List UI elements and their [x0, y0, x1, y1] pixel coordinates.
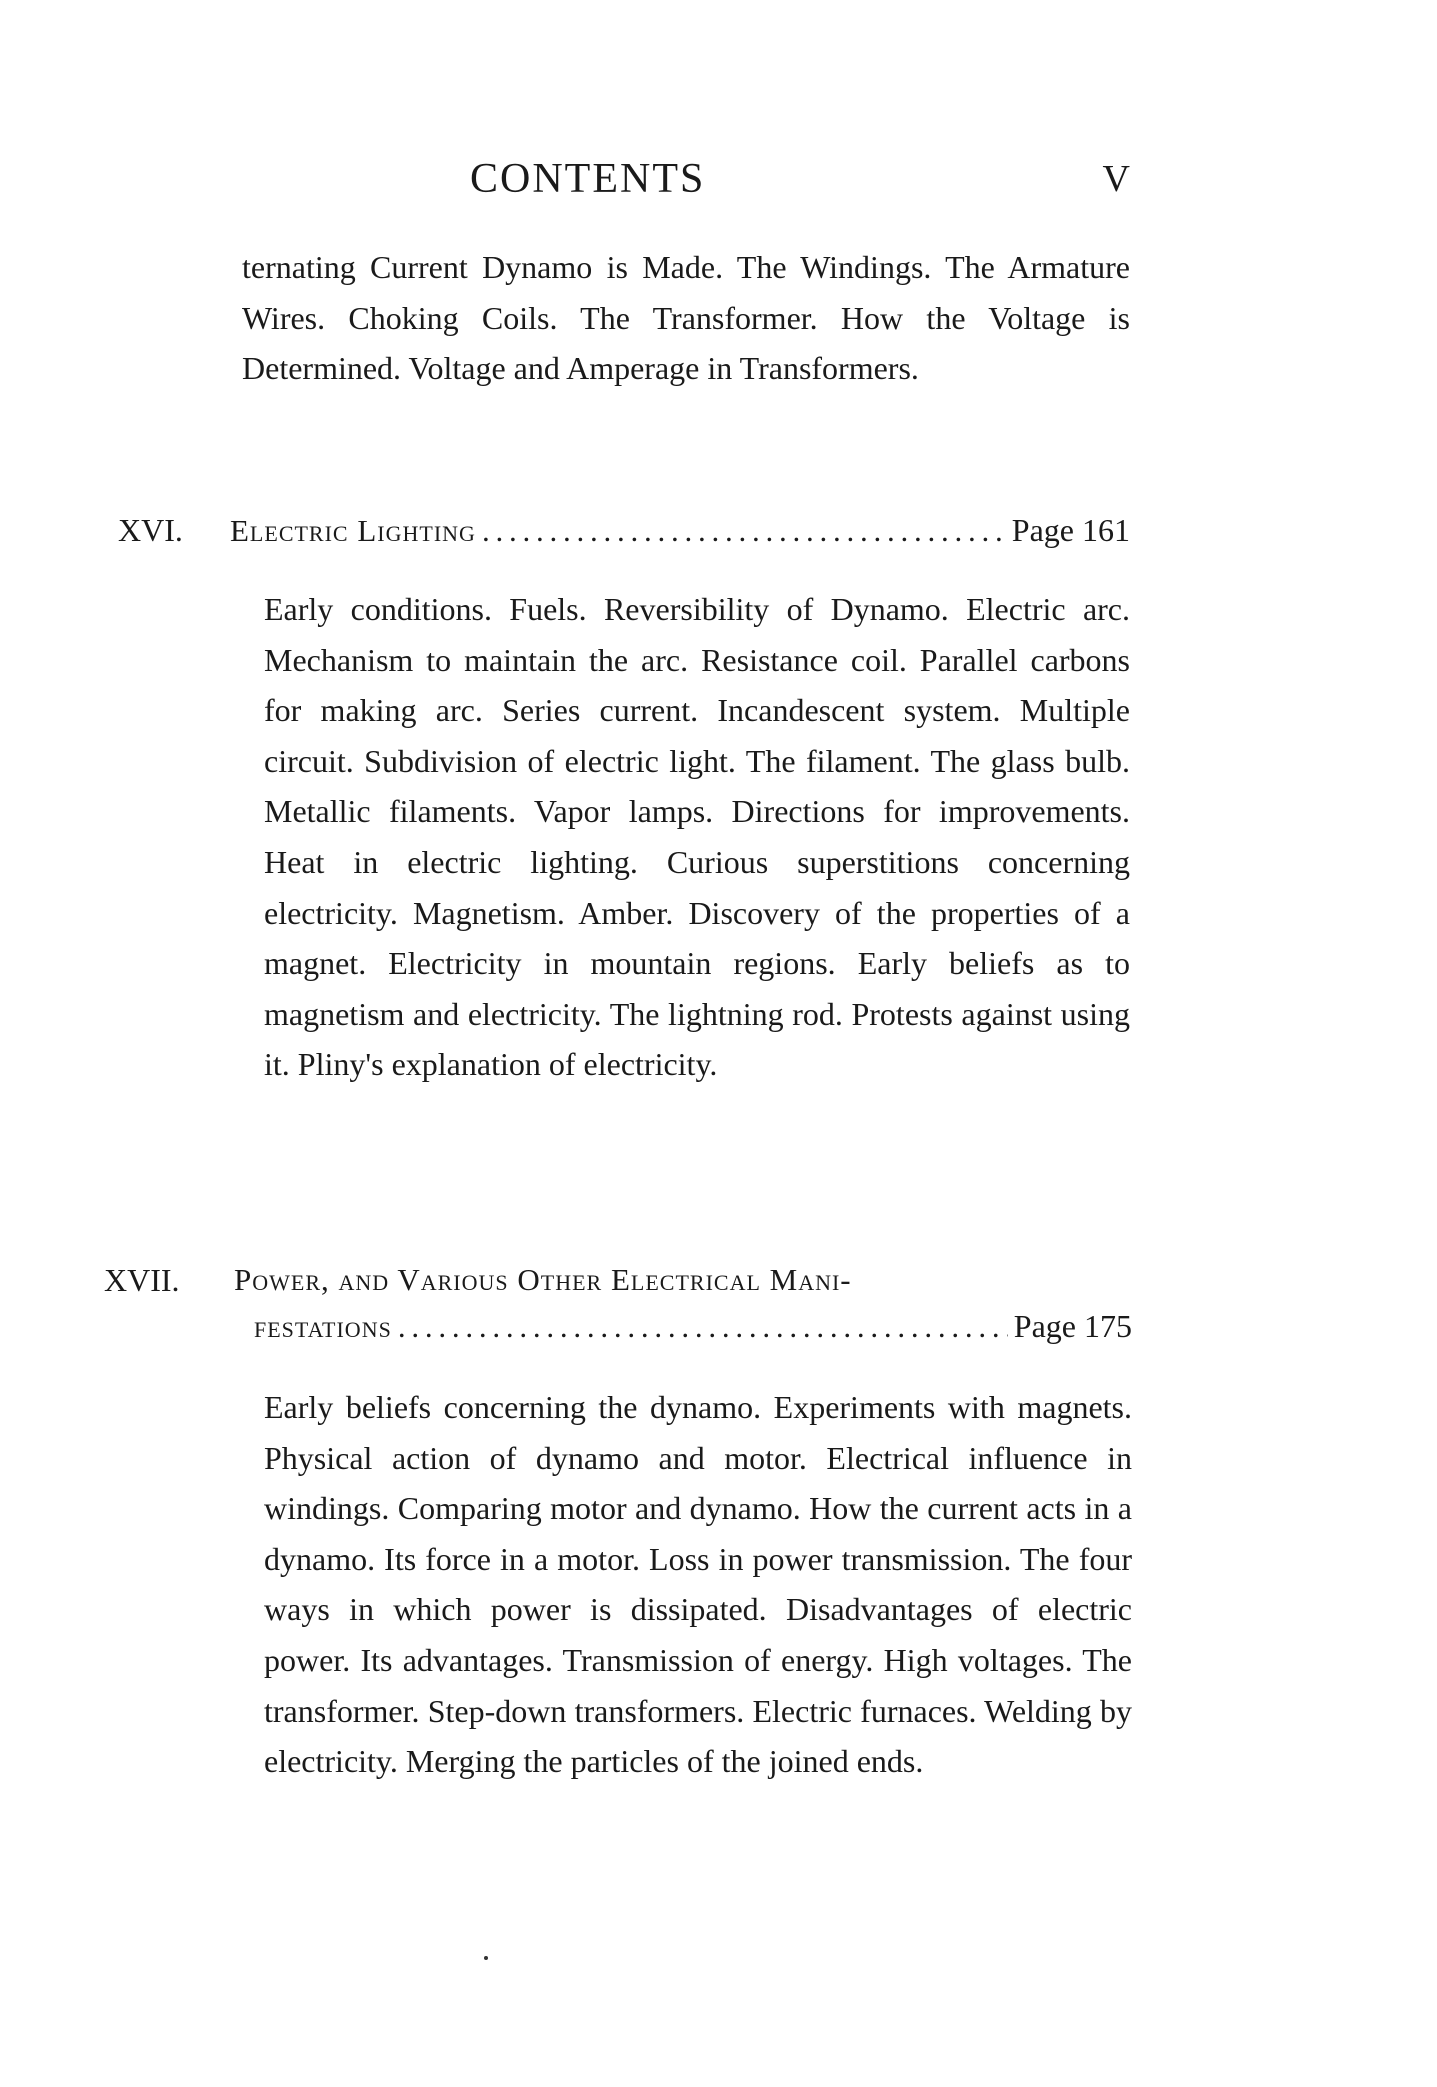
chapter-title-continuation: festations — [254, 1309, 392, 1344]
chapter-title: Electric Lighting — [230, 513, 476, 548]
page-reference: Page 175 — [1013, 1308, 1132, 1344]
chapter-number: XVI. — [118, 512, 183, 548]
running-head — [240, 155, 1130, 215]
chapter-number: XVII. — [104, 1262, 180, 1298]
chapter-title-line — [230, 512, 1130, 549]
page-title: CONTENTS — [470, 156, 706, 202]
dot-leader — [398, 1309, 1008, 1345]
chapter-title-line — [254, 1308, 1132, 1345]
continued-chapter-summary — [242, 242, 1130, 394]
chapter-summary-text: Early conditions. Fuels. Reversibility of Dynamo. Electric arc. Mechanism to maintain the arc. Resistance coil. Parallel carbons for making arc. Series current. Incandescent system. Multiple circuit. Subdivision of electric light. The filament. The glass bulb. Metallic filaments. Vapor lamps. Directions for improvements. Heat in electric lighting. Curious superstitions concerning electricity. Magnetism. Amber. Discovery of the properties of a magnet. Electricity in mountain regions. Early beliefs as to magnetism and electricity. The lightning rod. Protests against using it. Pliny's explanation of electricity. — [264, 591, 1130, 1083]
chapter-summary — [264, 1382, 1132, 1787]
chapter-title-first-line: Power, and Various Other Electrical Mani- — [234, 1262, 852, 1297]
page-reference: Page 161 — [1011, 512, 1130, 548]
print-speck — [484, 1956, 488, 1960]
dot-leader — [482, 513, 1006, 549]
chapter-summary-text: Early beliefs concerning the dynamo. Experiments with magnets. Physical action of dynamo and motor. Electrical influence in windings. Comparing motor and dynamo. How the current acts in a dynamo. Its force in a motor. Loss in power transmission. The four ways in which power is dissipated. Disadvantages of electric power. Its advantages. Transmission of energy. High voltages. The transformer. Step-down transformers. Electric furnaces. Welding by electricity. Merging the particles of the joined ends. — [264, 1389, 1132, 1780]
page-number: V — [1102, 158, 1130, 200]
continued-summary-text: ternating Current Dynamo is Made. The Windings. The Armature Wires. Choking Coils. The Transformer. How the Voltage is Determined. Voltage and Amperage in Transformers. — [242, 249, 1130, 387]
chapter-summary — [264, 584, 1130, 1090]
